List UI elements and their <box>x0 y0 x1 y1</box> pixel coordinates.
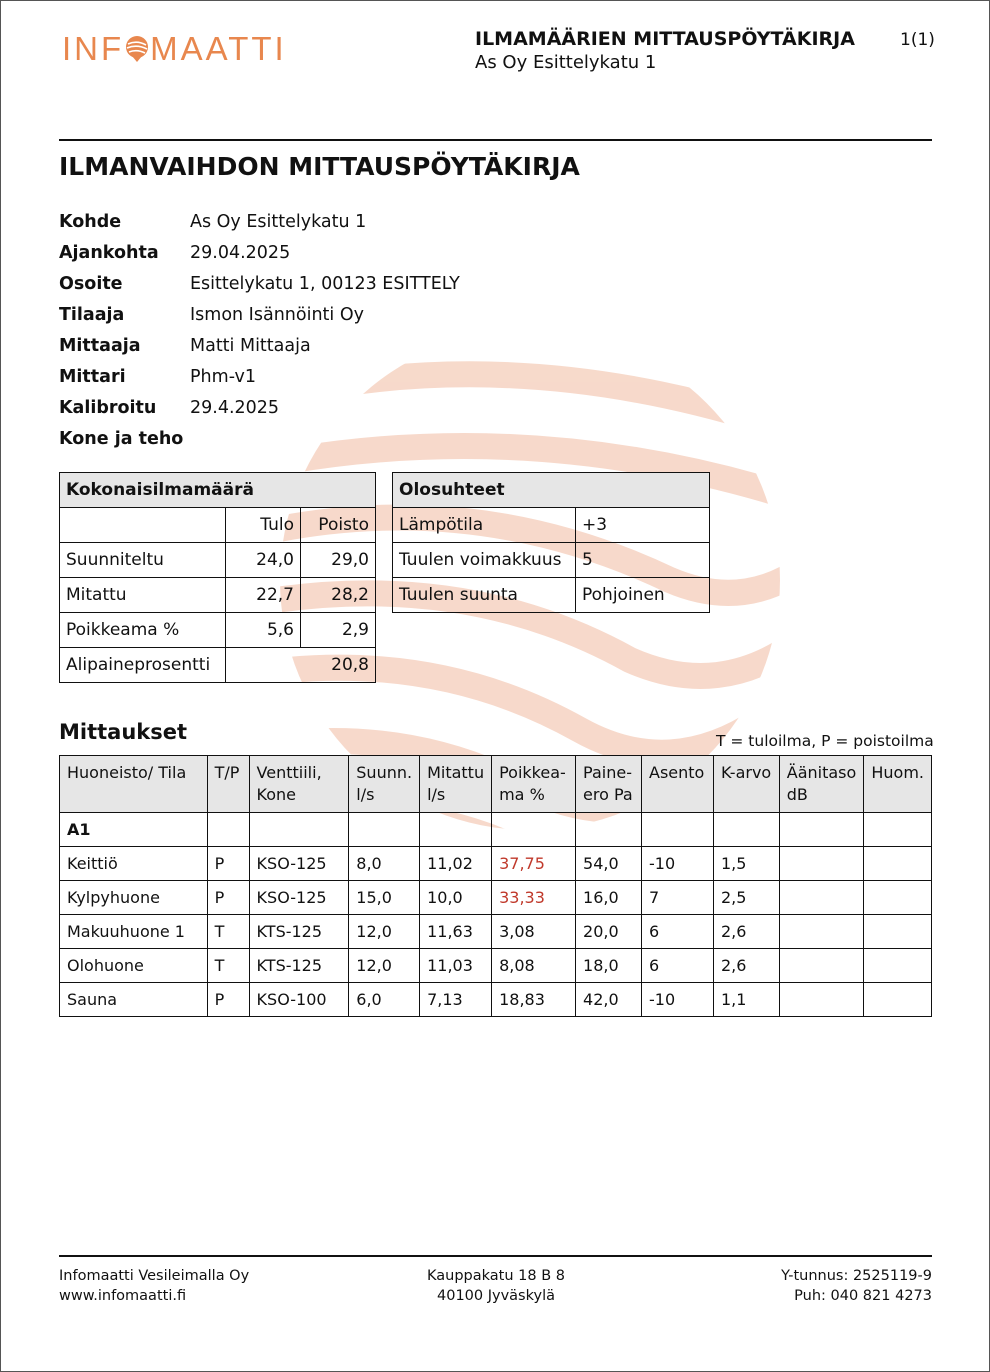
table-row <box>60 847 932 881</box>
column-header-line: l/s <box>356 785 375 804</box>
column-header-line: ma % <box>499 785 545 804</box>
column-header-line: Asento <box>649 763 705 782</box>
info-label: Ajankohta <box>59 243 159 263</box>
table-cell: P <box>207 983 249 1017</box>
footer-divider <box>59 1255 932 1257</box>
table-row <box>60 915 932 949</box>
table-cell: 54,0 <box>576 847 642 881</box>
table-row <box>393 508 710 543</box>
table-cell: P <box>207 881 249 915</box>
column-header-line: l/s <box>427 785 446 804</box>
poisto-value: 2,9 <box>301 613 376 648</box>
row-value: 5 <box>576 543 710 578</box>
info-row <box>59 429 460 460</box>
column-header <box>576 756 642 813</box>
measurements-title: Mittaukset <box>59 720 188 744</box>
column-header <box>60 756 208 813</box>
table-cell <box>249 813 349 847</box>
table-cell <box>779 983 864 1017</box>
table-cell: 15,0 <box>349 881 420 915</box>
column-header-line: K-arvo <box>720 763 772 782</box>
measurements-legend: T = tuloilma, P = poistoilma <box>716 732 934 750</box>
table-cell: Kylpyhuone <box>60 881 208 915</box>
column-header-poisto: Poisto <box>301 508 376 543</box>
table-cell: 1,5 <box>713 847 779 881</box>
table-cell <box>60 508 226 543</box>
column-header-line: Poikkea- <box>499 763 566 782</box>
info-value: 29.04.2025 <box>190 243 291 263</box>
table-row <box>60 578 376 613</box>
info-row <box>59 212 460 243</box>
footer-right <box>700 1266 932 1306</box>
row-label: Mitattu <box>60 578 226 613</box>
column-header-line: Kone <box>256 785 297 804</box>
table-cell: 37,75 <box>492 847 576 881</box>
table-cell <box>864 847 932 881</box>
table-cell: KSO-125 <box>249 847 349 881</box>
footer-website[interactable]: www.infomaatti.fi <box>59 1288 187 1304</box>
info-row <box>59 367 460 398</box>
group-label: A1 <box>60 813 208 847</box>
page-number: 1(1) <box>900 30 935 50</box>
table-cell: 11,63 <box>420 915 492 949</box>
table-cell <box>207 813 249 847</box>
table-cell: 8,08 <box>492 949 576 983</box>
table-cell: 3,08 <box>492 915 576 949</box>
info-block <box>59 212 460 460</box>
column-header <box>349 756 420 813</box>
logo-text-left: INF <box>62 30 125 67</box>
table-cell <box>642 813 714 847</box>
table-cell <box>349 813 420 847</box>
column-header-line: Äänitaso <box>786 763 857 782</box>
table-cell: Sauna <box>60 983 208 1017</box>
table-cell: 2,5 <box>713 881 779 915</box>
table-cell <box>713 813 779 847</box>
column-header-line: Paine- <box>583 763 632 782</box>
column-header <box>864 756 932 813</box>
info-row <box>59 243 460 274</box>
info-value: 29.4.2025 <box>190 398 280 418</box>
row-label: Tuulen voimakkuus <box>393 543 576 578</box>
info-row <box>59 305 460 336</box>
column-header-line: Venttiili, <box>256 763 322 782</box>
info-value: Esittelykatu 1, 00123 ESITTELY <box>190 274 460 294</box>
table-cell: KTS-125 <box>249 949 349 983</box>
column-header-tulo: Tulo <box>226 508 301 543</box>
column-header <box>492 756 576 813</box>
table-cell: 10,0 <box>420 881 492 915</box>
table-cell <box>864 915 932 949</box>
table-cell: 12,0 <box>349 915 420 949</box>
info-label: Osoite <box>59 274 123 294</box>
poisto-value: 29,0 <box>301 543 376 578</box>
column-header-line: Huom. <box>871 763 924 782</box>
table-cell <box>779 949 864 983</box>
table-cell <box>576 813 642 847</box>
document-subtitle: As Oy Esittelykatu 1 <box>475 52 657 73</box>
table-cell: 11,02 <box>420 847 492 881</box>
footer-city: 40100 Jyväskylä <box>437 1288 555 1304</box>
tulo-value: 22,7 <box>226 578 301 613</box>
table-row <box>60 613 376 648</box>
table-row <box>60 949 932 983</box>
table-row <box>60 881 932 915</box>
table-cell: 33,33 <box>492 881 576 915</box>
logo-text-right: MAATTI <box>150 30 287 67</box>
table-cell: 6 <box>642 915 714 949</box>
measurements-table <box>59 755 932 1017</box>
column-header-line: dB <box>786 785 808 804</box>
table-row <box>60 983 932 1017</box>
info-label: Mittari <box>59 367 126 387</box>
total-airflow-table <box>59 472 376 683</box>
info-label: Tilaaja <box>59 305 125 325</box>
table-cell: 6,0 <box>349 983 420 1017</box>
table-cell: KTS-125 <box>249 915 349 949</box>
table-cell: T <box>207 915 249 949</box>
footer-business-id: Y-tunnus: 2525119-9 <box>781 1268 932 1284</box>
column-header-line: Mitattu <box>427 763 485 782</box>
table-cell: KSO-125 <box>249 881 349 915</box>
row-label: Lämpötila <box>393 508 576 543</box>
table-title: Kokonaisilmamäärä <box>60 473 376 508</box>
info-label: Kohde <box>59 212 122 232</box>
table-row <box>60 508 376 543</box>
table-title: Olosuhteet <box>393 473 710 508</box>
column-header <box>420 756 492 813</box>
table-cell: 12,0 <box>349 949 420 983</box>
table-cell: 8,0 <box>349 847 420 881</box>
table-cell: 7,13 <box>420 983 492 1017</box>
group-row <box>60 813 932 847</box>
table-cell: 42,0 <box>576 983 642 1017</box>
table-cell: KSO-100 <box>249 983 349 1017</box>
footer-company: Infomaatti Vesileimalla Oy <box>59 1268 250 1284</box>
table-cell: 7 <box>642 881 714 915</box>
table-cell: 2,6 <box>713 949 779 983</box>
table-header-row <box>60 756 932 813</box>
row-label: Tuulen suunta <box>393 578 576 613</box>
logo-globe-icon <box>124 36 150 62</box>
column-header-line: T/P <box>214 763 240 782</box>
table-row <box>393 578 710 613</box>
table-row <box>60 648 376 683</box>
conditions-table <box>392 472 710 613</box>
column-header-line: Huoneisto/ Tila <box>67 763 187 782</box>
footer-center <box>400 1266 592 1306</box>
info-row <box>59 336 460 367</box>
table-cell <box>779 813 864 847</box>
table-cell: 1,1 <box>713 983 779 1017</box>
row-label: Alipaineprosentti <box>60 648 226 683</box>
footer-phone: Puh: 040 821 4273 <box>794 1288 932 1304</box>
info-label: Kone ja teho <box>59 429 184 449</box>
table-row <box>393 543 710 578</box>
table-cell <box>864 813 932 847</box>
table-cell: 6 <box>642 949 714 983</box>
table-cell: 20,0 <box>576 915 642 949</box>
table-cell <box>420 813 492 847</box>
table-cell: 18,83 <box>492 983 576 1017</box>
table-cell: Olohuone <box>60 949 208 983</box>
footer-left <box>59 1266 249 1306</box>
poisto-value: 28,2 <box>301 578 376 613</box>
tulo-value: 24,0 <box>226 543 301 578</box>
table-cell <box>779 915 864 949</box>
table-cell: 16,0 <box>576 881 642 915</box>
header-divider <box>59 139 932 141</box>
info-label: Mittaaja <box>59 336 141 356</box>
footer-street: Kauppakatu 18 B 8 <box>427 1268 565 1284</box>
table-cell: 11,03 <box>420 949 492 983</box>
column-header-line: Suunn. <box>356 763 413 782</box>
info-value: Ismon Isännöinti Oy <box>190 305 364 325</box>
table-cell: P <box>207 847 249 881</box>
column-header-line: ero Pa <box>583 785 633 804</box>
column-header <box>249 756 349 813</box>
alipaine-value: 20,8 <box>226 648 376 683</box>
table-cell <box>864 881 932 915</box>
info-value: As Oy Esittelykatu 1 <box>190 212 367 232</box>
info-value: Matti Mittaaja <box>190 336 311 356</box>
row-value: Pohjoinen <box>576 578 710 613</box>
table-cell: -10 <box>642 983 714 1017</box>
document-title: ILMAMÄÄRIEN MITTAUSPÖYTÄKIRJA <box>475 28 855 50</box>
table-cell <box>864 983 932 1017</box>
table-cell <box>779 881 864 915</box>
info-label: Kalibroitu <box>59 398 157 418</box>
column-header <box>713 756 779 813</box>
info-row <box>59 398 460 429</box>
table-cell: Keittiö <box>60 847 208 881</box>
table-cell: 18,0 <box>576 949 642 983</box>
table-cell: 2,6 <box>713 915 779 949</box>
info-row <box>59 274 460 305</box>
table-cell: Makuuhuone 1 <box>60 915 208 949</box>
table-cell <box>864 949 932 983</box>
row-value: +3 <box>576 508 710 543</box>
table-cell: T <box>207 949 249 983</box>
brand-logo <box>62 30 287 68</box>
table-cell: -10 <box>642 847 714 881</box>
table-row <box>60 543 376 578</box>
main-title: ILMANVAIHDON MITTAUSPÖYTÄKIRJA <box>59 152 580 181</box>
table-cell <box>779 847 864 881</box>
row-label: Suunniteltu <box>60 543 226 578</box>
column-header <box>779 756 864 813</box>
tulo-value: 5,6 <box>226 613 301 648</box>
column-header <box>642 756 714 813</box>
row-label: Poikkeama % <box>60 613 226 648</box>
column-header <box>207 756 249 813</box>
info-value: Phm-v1 <box>190 367 257 387</box>
table-cell <box>492 813 576 847</box>
